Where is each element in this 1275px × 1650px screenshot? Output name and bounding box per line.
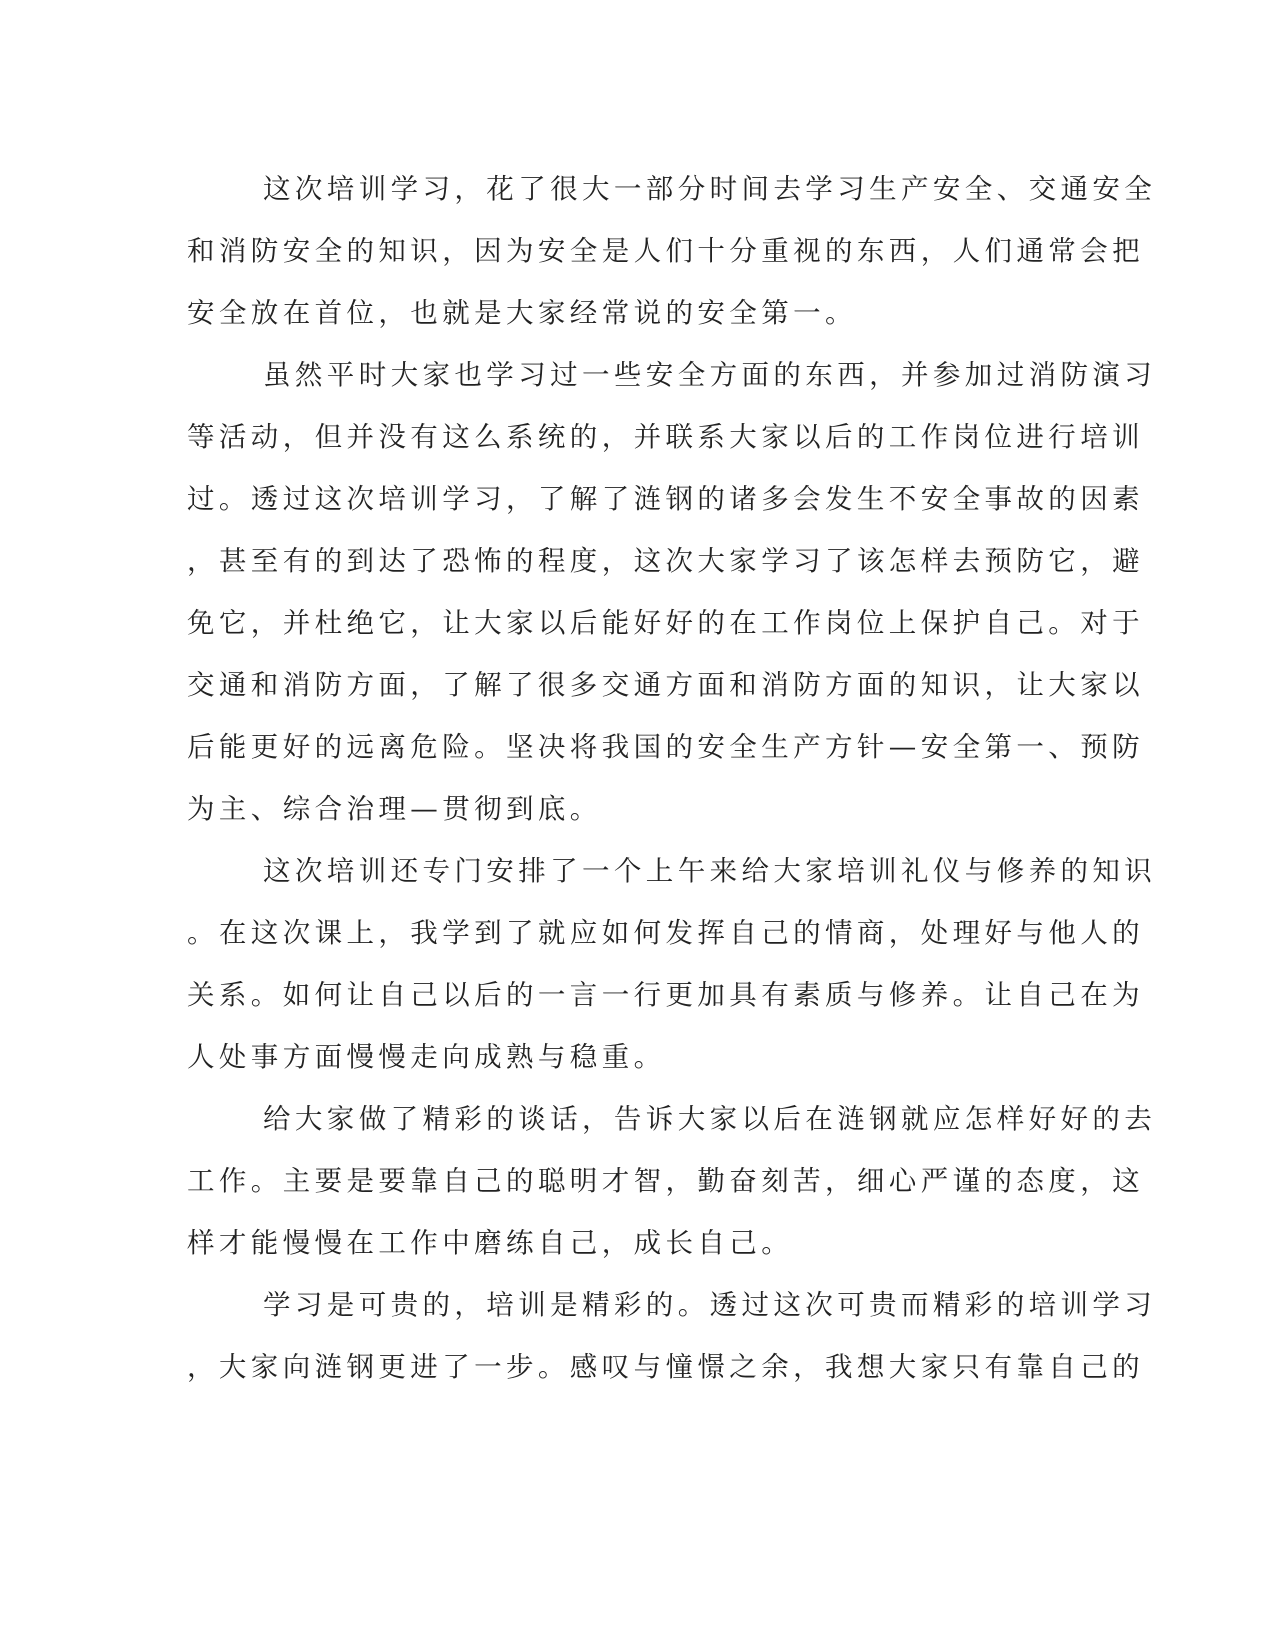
text-line: 工作。主要是要靠自己的聪明才智，勤奋刻苦，细心严谨的态度，这 (187, 1165, 1144, 1197)
text-line: 样才能慢慢在工作中磨练自己，成长自己。 (187, 1227, 794, 1259)
text-line: 人处事方面慢慢走向成熟与稳重。 (187, 1041, 666, 1073)
text-line: 安全放在首位，也就是大家经常说的安全第一。 (187, 297, 857, 329)
text-line: 给大家做了精彩的谈话，告诉大家以后在涟钢就应怎样好好的去 (263, 1103, 1157, 1135)
text-line: 。在这次课上，我学到了就应如何发挥自己的情商，处理好与他人的 (187, 917, 1144, 949)
text-line: 后能更好的远离危险。坚决将我国的安全生产方针—安全第一、预防 (187, 731, 1144, 763)
paragraph-talk (187, 1088, 1157, 1274)
text-line: 和消防安全的知识，因为安全是人们十分重视的东西，人们通常会把 (187, 235, 1144, 267)
text-line: 这次培训学习，花了很大一部分时间去学习生产安全、交通安全 (263, 173, 1157, 205)
text-line: ，大家向涟钢更进了一步。感叹与憧憬之余，我想大家只有靠自己的 (187, 1351, 1144, 1383)
text-line: 过。透过这次培训学习，了解了涟钢的诸多会发生不安全事故的因素 (187, 483, 1144, 515)
text-line: ，甚至有的到达了恐怖的程度，这次大家学习了该怎样去预防它，避 (187, 545, 1144, 577)
text-line: 虽然平时大家也学习过一些安全方面的东西，并参加过消防演习 (263, 359, 1157, 391)
text-line: 学习是可贵的，培训是精彩的。透过这次可贵而精彩的培训学习 (263, 1289, 1157, 1321)
paragraph-safety-details (187, 344, 1157, 840)
document-body (187, 158, 1157, 1398)
text-line: 等活动，但并没有这么系统的，并联系大家以后的工作岗位进行培训 (187, 421, 1144, 453)
text-line: 这次培训还专门安排了一个上午来给大家培训礼仪与修养的知识 (263, 855, 1157, 887)
text-line: 关系。如何让自己以后的一言一行更加具有素质与修养。让自己在为 (187, 979, 1144, 1011)
text-line: 免它，并杜绝它，让大家以后能好好的在工作岗位上保护自己。对于 (187, 607, 1144, 639)
text-line: 为主、综合治理—贯彻到底。 (187, 793, 602, 825)
paragraph-etiquette (187, 840, 1157, 1088)
paragraph-safety-training (187, 158, 1157, 344)
text-line: 交通和消防方面，了解了很多交通方面和消防方面的知识，让大家以 (187, 669, 1144, 701)
paragraph-conclusion (187, 1274, 1157, 1398)
